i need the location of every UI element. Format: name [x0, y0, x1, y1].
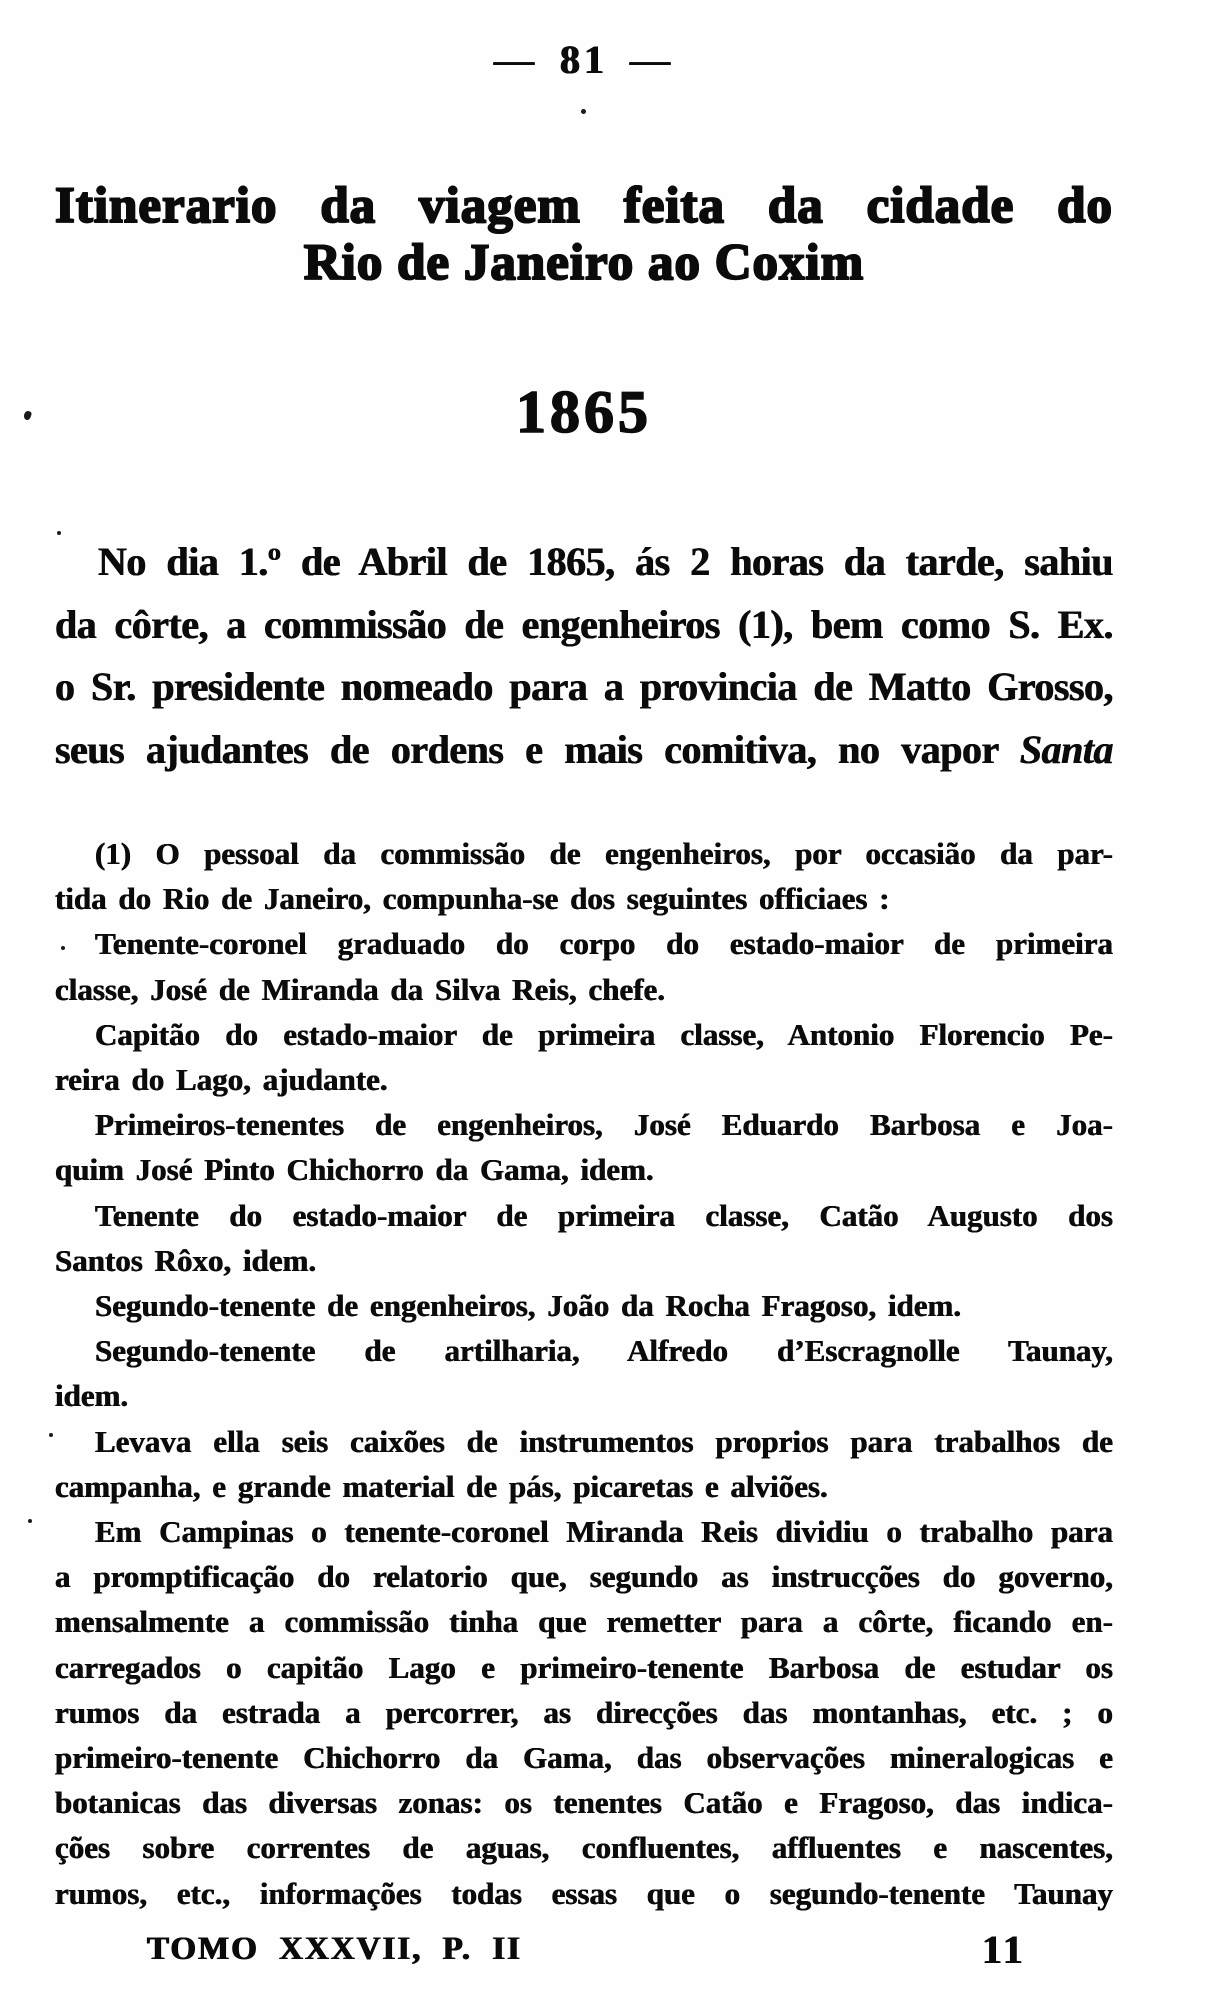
footnote-line: classe, José de Miranda da Silva Reis, chefe. — [55, 971, 666, 1007]
footnote-line: mensalmente a commissão tinha que remetter para a côrte, ficando en- — [55, 1604, 1113, 1640]
year-heading: 1865 — [516, 379, 652, 445]
body-line-text: seus ajudantes de ordens e mais comitiva, no vapor — [55, 727, 999, 773]
footnote-line: carregados o capitão Lago e primeiro-tenente Barbosa de estudar os — [55, 1649, 1113, 1685]
scan-artifact-dot — [49, 1433, 53, 1437]
footnote-line: rumos, etc., informações todas essas que o segundo-tenente Taunay — [55, 1875, 1113, 1911]
footnote-line: Tenente do estado-maior de primeira classe, Catão Augusto dos — [95, 1197, 1113, 1233]
footnote-line: rumos da estrada a percorrer, as direcções das montanhas, etc. ; o — [55, 1694, 1113, 1730]
body-line: No dia 1.º de Abril de 1865, ás 2 horas da tarde, sahiu — [98, 539, 1113, 584]
footer-volume-label: TOMO XXXVII, P. II — [147, 1931, 522, 1967]
footnote-line: (1) O pessoal da commissão de engenheiros, por occasião da par- — [95, 836, 1113, 871]
footnote-line: Santos Rôxo, idem. — [55, 1242, 317, 1278]
scan-artifact-dot — [28, 1519, 32, 1523]
chapter-title-line1: Itinerario da viagem feita da cidade do — [55, 178, 1113, 234]
footer-page-number: 11 — [982, 1927, 1026, 1972]
footnote-line: Levava ella seis caixões de instrumentos proprios para trabalhos de — [95, 1423, 1113, 1459]
footnote-line: ções sobre correntes de aguas, confluentes, affluentes e nascentes, — [55, 1830, 1113, 1866]
footnote-line: Em Campinas o tenente-coronel Miranda Reis dividiu o trabalho para — [95, 1514, 1113, 1550]
body-paragraph — [55, 531, 1113, 782]
footnote-line: botanicas das diversas zonas: os tenentes Catão e Fragoso, das indica- — [55, 1785, 1113, 1821]
footnote-line: tida do Rio de Janeiro, compunha-se dos seguintes officiaes : — [55, 881, 890, 917]
footnote-line: campanha, e grande material de pás, picaretas e alviões. — [55, 1468, 828, 1504]
body-line: da côrte, a commissão de engenheiros (1), bem como S. Ex. — [55, 601, 1113, 647]
scan-artifact-dot — [581, 109, 586, 114]
body-line: o Sr. presidente nomeado para a provincia de Matto Grosso, — [55, 664, 1113, 710]
footnote-line: Capitão do estado-maior de primeira classe, Antonio Florencio Pe- — [95, 1016, 1113, 1052]
footnote-line: idem. — [55, 1378, 129, 1414]
body-line — [55, 719, 1113, 782]
footnote-line: primeiro-tenente Chichorro da Gama, das observações mineralogicas e — [55, 1740, 1113, 1776]
footnote-line: reira do Lago, ajudante. — [55, 1062, 388, 1098]
scan-artifact-comma — [23, 410, 32, 421]
footnote-block — [55, 831, 1113, 1916]
footnote-line: Segundo-tenente de artilharia, Alfredo d’Escragnolle Taunay, — [95, 1333, 1113, 1369]
chapter-title — [55, 178, 1113, 292]
footnote-line: Tenente-coronel graduado do corpo do estado-maior de primeira — [95, 926, 1113, 962]
footnote-line: a promptificação do relatorio que, segundo as instrucções do governo, — [55, 1559, 1113, 1595]
vessel-name-italic: Santa — [1019, 727, 1113, 773]
footnote-line: Segundo-tenente de engenheiros, João da Rocha Fragoso, idem. — [95, 1288, 962, 1324]
footnote-line: Primeiros-tenentes de engenheiros, José Eduardo Barbosa e Joa- — [95, 1107, 1113, 1143]
page-header-number: — 81 — — [494, 37, 674, 82]
footnote-line: quim José Pinto Chichorro da Gama, idem. — [55, 1152, 654, 1188]
chapter-title-line2: Rio de Janeiro ao Coxim — [303, 235, 865, 291]
